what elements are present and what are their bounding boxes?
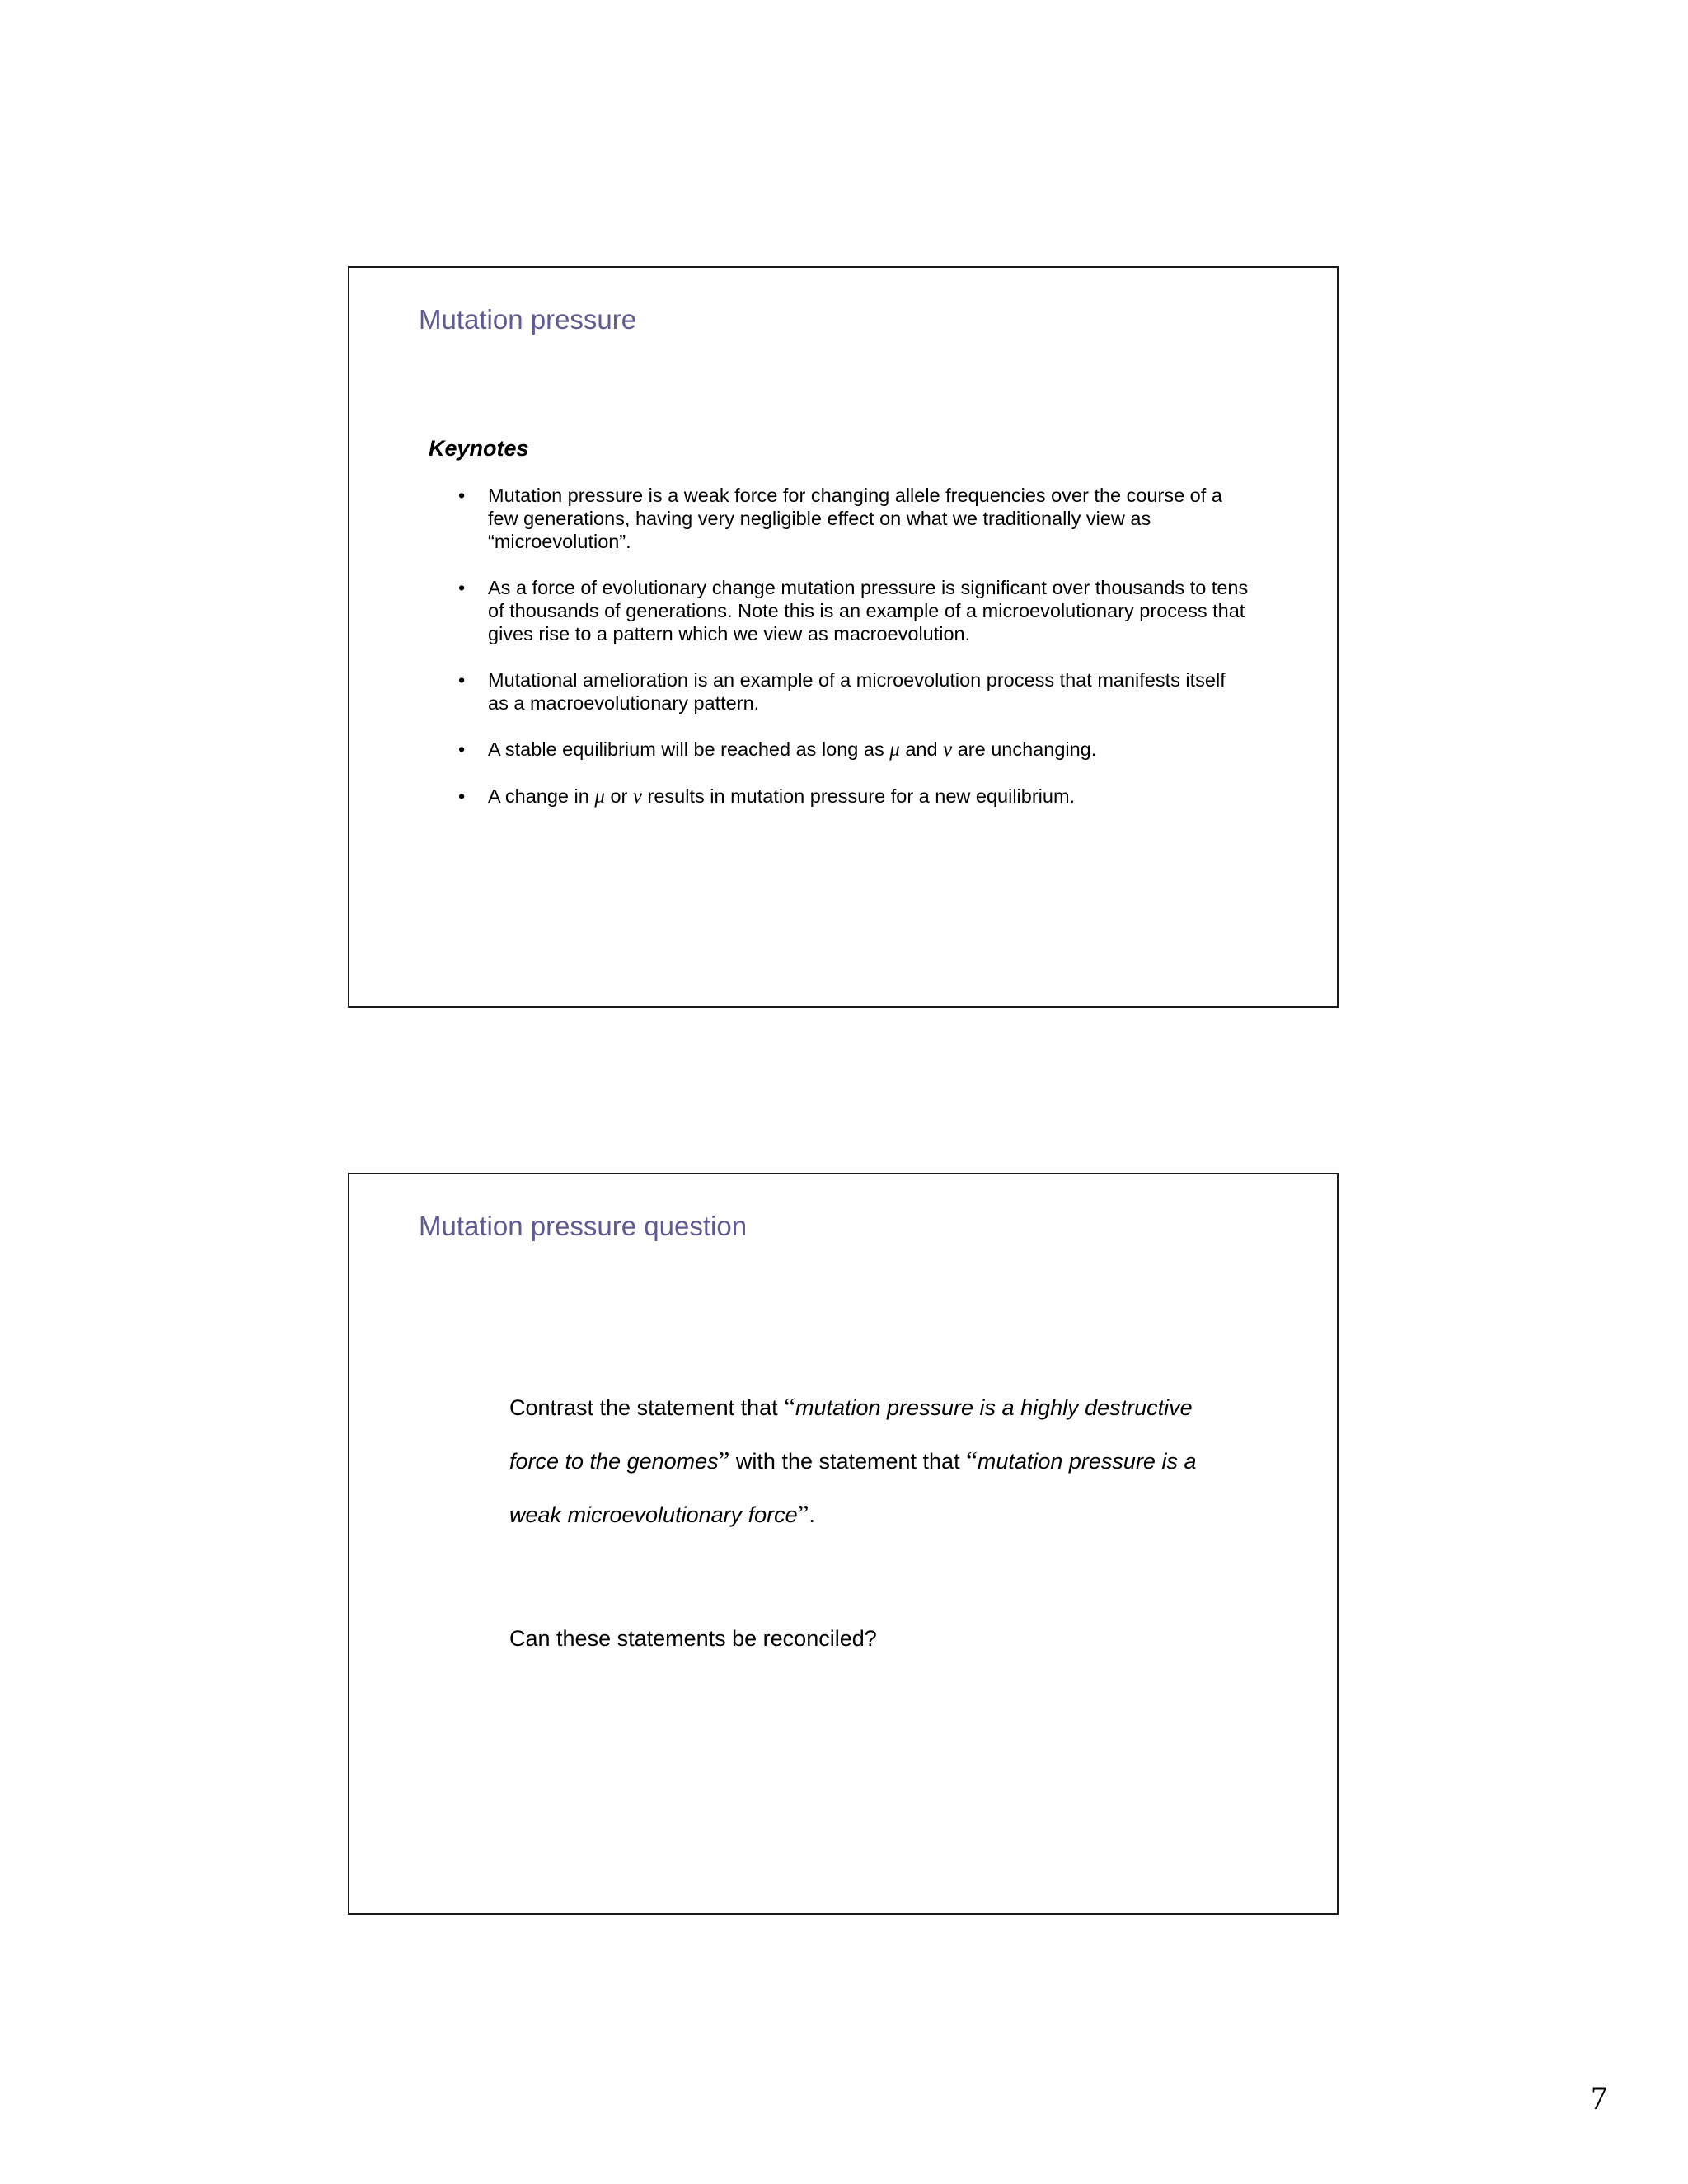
page-number: 7 — [1591, 2079, 1607, 2116]
keynote-text: Mutation pressure is a weak force for changing allele frequencies over the course of a few generations, having very negligible effect on what we traditionally view as “microevolution”. — [488, 485, 1222, 552]
keynotes-heading: Keynotes — [429, 436, 529, 461]
nu-symbol: v — [943, 738, 953, 761]
quote-weak-force: mutation pressure is a weak microevolutionary force — [509, 1449, 1197, 1527]
bullet-icon: • — [458, 577, 466, 598]
slide-mutation-pressure-question — [348, 1173, 1339, 1915]
reconcile-question: Can these statements be reconciled? — [509, 1626, 877, 1651]
keynote-text: Mutational amelioration is an example of a microevolution process that manifests itself as a macroevolutionary pattern. — [488, 669, 1226, 714]
keynotes-list — [458, 484, 1250, 832]
mu-symbol: μ — [594, 785, 605, 808]
quote-destructive: mutation pressure is a highly destructive force to the genomes — [509, 1395, 1193, 1474]
keynote-item — [458, 738, 1250, 762]
mu-symbol: μ — [889, 738, 900, 761]
question-text: Contrast the statement that “mutation pressure is a highly destructive force to the genomes” with the statement that “mutation pressure is a weak microevolutionary force”. — [509, 1392, 1197, 1528]
bullet-icon: • — [458, 669, 466, 691]
keynote-text: A change in μ or v results in mutation pressure for a new equilibrium. — [488, 785, 1076, 808]
bullet-icon: • — [458, 485, 466, 506]
keynote-text: A stable equilibrium will be reached as long as μ and v are unchanging. — [488, 738, 1097, 761]
slide-title: Mutation pressure question — [419, 1211, 748, 1241]
bullet-icon: • — [458, 785, 466, 807]
keynote-item — [458, 484, 1250, 553]
keynote-item — [458, 785, 1250, 808]
nu-symbol: v — [632, 785, 642, 808]
slide-title: Mutation pressure — [419, 304, 637, 335]
keynote-item — [458, 668, 1250, 715]
keynote-text: As a force of evolutionary change mutation pressure is significant over thousands to tens of thousands of generations. Note this is an example of a microevolutionary process that gives rise to a pattern which we view as macroevolution. — [488, 577, 1249, 644]
keynote-item — [458, 576, 1250, 645]
slide-mutation-pressure — [348, 266, 1339, 1008]
bullet-icon: • — [458, 738, 466, 760]
